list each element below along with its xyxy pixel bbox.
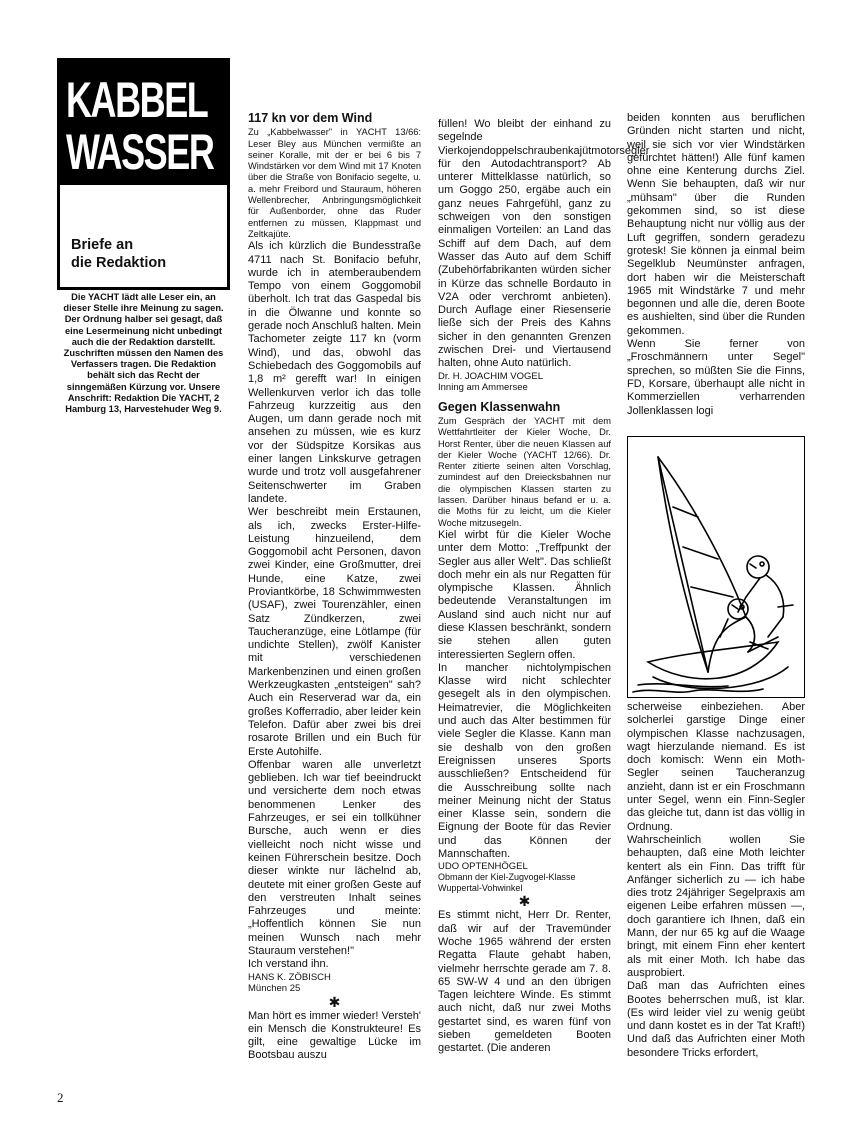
editorial-notice: Die YACHT lädt alle Leser ein, an dieser Stelle ihre Meinung zu sagen. Der Ordnung halber sei gesagt, daß eine Lesermeinung nicht unbedingt auch die der Redaktion darstellt. Zuschriften müssen den Namen des Verfassers tragen. Die Redaktion behält sich das Recht der sinngemäßen Kürzung vor. Unsere Anschrift: Redaktion Die YACHT, 2 Hamburg 13, Harvestehuder Weg 9. [63, 292, 224, 415]
column-3-bottom [627, 701, 805, 1060]
letter1-location: München 25 [248, 982, 301, 994]
letter4-p2-end: scherweise einbeziehen. Aber solcherlei garstige Dinge einer olympischen Klasse nachzusagen, wagt hierzulande niemand. Es ist doch komisch: Wenn ein Moth-Segler seinen Taucheranzug anzieht, dann ist er ein Froschmann unter Segel, wenn ein Finn-Segler das gleiche tut, dann ist das völlig in Ordnung. [627, 701, 805, 833]
title-block [60, 61, 227, 185]
title-kabbel: KABBEL [66, 72, 208, 128]
letter3-role-2: Wuppertal-Vohwinkel [438, 882, 523, 893]
letter4-p4: Daß man das Aufrichten eines Bootes beherrschen muß, ist klar. (Es wird leider viel zu wenig geübt und dann kostet es in der Tat Kraft!) Und daß das Aufrichten einer Moth besondere Tricks erfordert, [627, 980, 805, 1059]
column-1 [248, 112, 421, 1063]
title-wasser: WASSER [66, 124, 214, 180]
letter3-role-1: Obmann der Kiel-Zugvogel-Klasse [438, 872, 576, 883]
masthead [57, 58, 230, 290]
separator-star: ✱ [328, 993, 341, 1010]
letter1-headline: 117 kn vor dem Wind [248, 111, 373, 125]
letter2-location: Inning am Ammersee [438, 381, 528, 393]
letter1-p2: Wer beschreibt mein Erstaunen, als ich, zwecks Erster-Hilfe-Leistung hinzueilend, dem Goggomobil acht Personen, davon zwei Kinder, eine Großmutter, drei Hunde, eine Katze, zwei Proviantkörbe, 18 Schwimmwesten (USAF), zwei Tourenzähler, einen Satz Zündkerzen, zwei Taucheranzüge, eine Lötlampe (für undichte Stellen), zwölf Kanister mit verschiedenen Markenbenzinen und einen großen Werkzeugkasten „entsteigen" sah? Auch ein Reserverad war da, ein großes Kofferradio, aber leider kein Telefon. Dafür aber zwei bis drei rosarote Brillen und ein Buch für Erste Autohilfe. [248, 506, 421, 758]
letter1-p3: Offenbar waren alle unverletzt geblieben. Ich war tief beeindruckt und versicherte dem noch etwas benommenen Lenker des Fahrzeuges, er sei ein tollkühner Bursche, auch wenn er dies vielleicht noch nicht wisse und keinen Führerschein besitze. Doch dieser winkte nur lächelnd ab, deutete mit einer großen Geste auf den verstreuten Inhalt seines Fahrzeuges und meinte: „Hoffentlich können Sie nun meinen Wunsch nach mehr Stauraum verstehen!" [248, 758, 421, 957]
subtitle-line-2: die Redaktion [71, 255, 167, 271]
page-number: 2 [57, 1090, 64, 1105]
letter3-author: UDO OPTENHÖGEL [438, 861, 528, 873]
subtitle-line-1: Briefe an [71, 237, 134, 253]
letter4-text-part1: Es stimmt nicht, Herr Dr. Renter, daß wir auf der Travemünder Woche 1965 während der ersten Regatta Flaute gehabt haben, vielmehr herrschte gerade am 7. 8. 65 SW-W 4 und an den übrigen Tagen leichtere Winde. Es stimmt auch nicht, daß nur zwei Moths gestartet sind, es waren fünf von sieben gemeldeten Booten gestartet. (Die anderen [438, 909, 611, 1055]
column-3-top [627, 112, 805, 418]
letter1-author: HANS K. ZÖBISCH [248, 971, 331, 983]
letter1-p1: Als ich kürzlich die Bundesstraße 4711 nach St. Bonifacio befuhr, wurde ich in atemberaubendem Tempo von einem Goggomobil überholt. Ich trat das Gaspedal bis in die Ölwanne und konnte so gerade noch Anschluß halten. Mein Tachometer zeigte 117 kn (vorm Wind), und das, obwohl das Schiebedach des Goggomobils auf 1,8 m² gerefft war! In einigen Wellenkurven verlor ich das tolle Fahrzeug kurzzeitig aus den Augen, um dann gerade noch mit ansehen zu müssen, wie es kurz vor der Südspitze Korsikas aus einer langen Linkskurve getragen wurde und trotz voll ausgefahrener Seitenschwerter im Graben landete. [248, 240, 421, 505]
letter4-p3: Wahrscheinlich wollen Sie behaupten, daß eine Moth leichter kentert als ein Finn. Das trifft für Anfänger sicherlich zu — ich habe dies trotz 24jähriger Segelpraxis am eigenen Leibe erfahren müssen —, doch garantiere ich Ihnen, daß ein Mann, der nur 65 kg auf die Waage bringt, mit einem Finn eher kentert als mit einer Moth. Ich habe das ausprobiert. [627, 833, 805, 979]
moth-sailor-drawing-icon [628, 437, 803, 696]
separator-star-2: ✱ [518, 893, 531, 910]
letter2-p1-start [248, 1010, 421, 1063]
letter3-lead: Zum Gespräch der YACHT mit dem Wettfahrtleiter der Kieler Woche, Dr. Horst Renter, über die neuen Klassen auf der Kieler Woche (YACHT 12/66). Dr. Renter zitierte seinen alten Vorschlag, zumindest auf den Dreiecksbahnen nur die olympischen Klassen starten zu lassen. Darüber hinaus befand er u. a. die Moths für zu leicht, um die Kieler Woche mitzusegeln. [438, 415, 611, 528]
letter1-lead: Zu „Kabbelwasser" in YACHT 13/66: Leser Bley aus München vermißte an seiner Koralle, mit der er bei 6 bis 7 Windstärken vor dem Wind mit 17 Knoten über die Straße von Bonifacio segelte, u. a. mehr Freibord und Stauraum, höheren Wellenbrecher, Anbringungsmöglichkeit für Außenborder, ohne das Ruder entfernen zu müssen, Klappmast und Zeltkajüte. [248, 127, 421, 239]
letter3-headline: Gegen Klassenwahn [438, 399, 561, 414]
letter2-text-part1: Man hört es immer wieder! Versteh' ein Mensch die Konstrukteure! Es gilt, eine gewaltige Lücke im Bootsbau auszu [248, 1009, 421, 1062]
letter4-p2-start: Wenn Sie ferner von „Froschmännern unter Segel" sprechen, so müßten Sie die Finns, FD, Korsare, überhaupt alle nicht in Kommerziellen verharrenden Jollenklassen logi [627, 338, 805, 417]
letter4-text-part2: beiden konnten aus beruflichen Gründen nicht starten und nicht, weil sie sich vor vier Windstärken gefürchtet hätten!) Alle fünf kamen ohne eine Kenterung durchs Ziel. Wenn Sie behaupten, daß wir nur „mühsam" über die Runden gekommen sind, so ist diese Behauptung nicht nur völlig aus der Luft gegriffen, sondern geradezu grotesk! Sie können ja einmal beim Segelklub Neumünster anfragen, dort haben wir die Meisterschaft 1965 mit Windstärke 7 und mehr begonnen und alle die, deren Boote es aushielten, sind über die Runden gekommen. [627, 112, 805, 337]
letter1-p4: Ich verstand ihn. [248, 958, 329, 971]
column-2 [438, 118, 650, 1056]
letter2-author: Dr. H. JOACHIM VOGEL [438, 370, 544, 382]
sailing-cartoon-illustration [627, 436, 805, 698]
letter3-p2: In mancher nichtolympischen Klasse wird nicht schlechter gesegelt als in den olympischen. Heimatrevier, die Möglichkeiten und auch das Alter bestimmen für viele Segler die Klasse. Kann man sie deshalb von den großen Ereignissen unseres Sports ausschließen? Entscheidend für die Ausschreibung sollte nach meiner Meinung nicht der Status einer Klasse sein, sondern die Eignung der Boote für das Revier und das Können der Mannschaften. [438, 661, 611, 861]
letter3-p1: Kiel wirbt für die Kieler Woche unter dem Motto: „Treffpunkt der Segler aus aller Welt". Das schließt doch mehr ein als nur Regatten für olympische Klassen. Ähnlich bedeutende Veranstaltungen im Ausland sind auch nicht nur auf diese Klassen beschränkt, sondern sie stehen allen guten interessierten Seglern offen. [438, 528, 611, 661]
letter2-text-part2: füllen! Wo bleibt der einhand zu segelnde Vierkojendoppelschraubenkajütmotorsegler für den Autodachtransport? Ab unterer Mittelklasse natürlich, so um Goggo 250, ergäbe auch ein ganz neues Fahrgefühl, ganz zu schweigen von den sonstigen einmaligen Vorteilen: an Land das Schiff auf dem Dach, auf dem Wasser das Auto auf dem Schiff (Zubehörfabrikanten würden sicher in Kürze das schnelle Bordauto in V2A oder verchromt anbieten). Durch Auflage einer Riesenserie ließe sich der Preis des Kahns sicher in den genannten Grenzen zwischen Drei- und Viertausend halten, ohne Auto natürlich. [438, 118, 650, 370]
subtitle [71, 236, 166, 272]
